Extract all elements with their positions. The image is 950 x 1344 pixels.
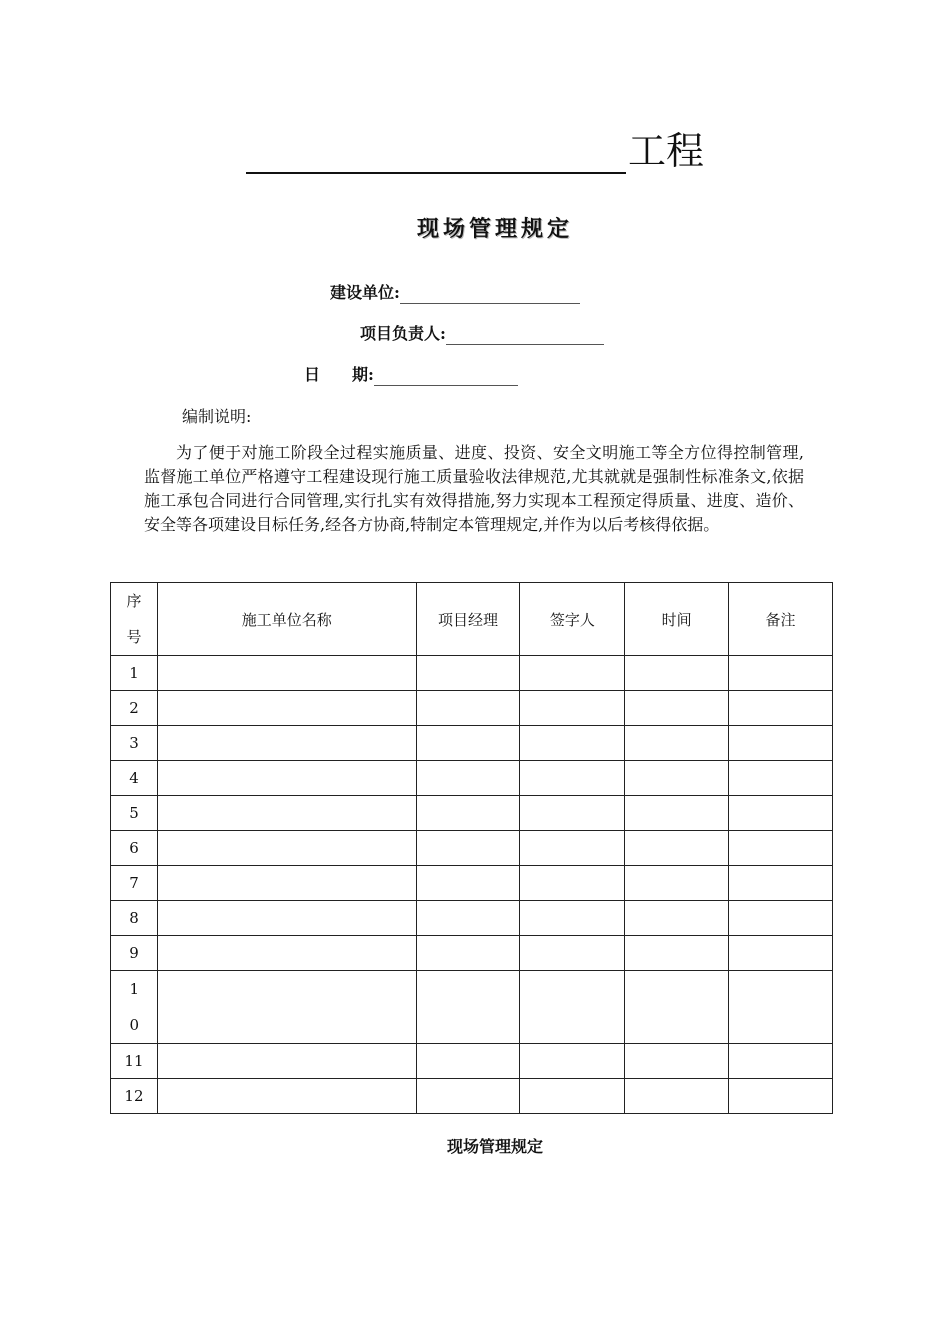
table-row [111, 831, 833, 866]
project-manager-cell[interactable] [416, 971, 520, 1044]
row-number: 4 [111, 761, 158, 796]
unit-name-cell[interactable] [157, 761, 416, 796]
header-time: 时间 [625, 583, 729, 656]
remarks-cell[interactable] [729, 1044, 833, 1079]
signer-cell[interactable] [520, 691, 625, 726]
table-row [111, 866, 833, 901]
header-unit-name: 施工单位名称 [157, 583, 416, 656]
signer-cell[interactable] [520, 901, 625, 936]
table-row [111, 761, 833, 796]
notes-paragraph: 为了便于对施工阶段全过程实施质量、进度、投资、安全文明施工等全方位得控制管理,监督施工单位严格遵守工程建设现行施工质量验收法律规范,尤其就就是强制性标准条文,依据施工承包合同进行合同管理,实行扎实有效得措施,努力实现本工程预定得质量、进度、造价、安全等各项建设目标任务,经各方协商,特制定本管理规定,并作为以后考核得依据。 [144, 443, 804, 534]
unit-name-cell[interactable] [157, 831, 416, 866]
remarks-cell[interactable] [729, 936, 833, 971]
unit-name-cell[interactable] [157, 866, 416, 901]
project-leader-field [360, 323, 604, 345]
date-label: 日 期: [304, 365, 374, 384]
remarks-cell[interactable] [729, 796, 833, 831]
signature-table [110, 582, 833, 1114]
header-project-manager: 项目经理 [416, 583, 520, 656]
table-row [111, 691, 833, 726]
remarks-cell[interactable] [729, 971, 833, 1044]
project-manager-cell[interactable] [416, 901, 520, 936]
row-number: 12 [111, 1079, 158, 1114]
header-seq-text: 序号 [126, 592, 142, 646]
project-manager-cell[interactable] [416, 831, 520, 866]
signer-cell[interactable] [520, 866, 625, 901]
signer-cell[interactable] [520, 656, 625, 691]
project-manager-cell[interactable] [416, 796, 520, 831]
project-manager-cell[interactable] [416, 1044, 520, 1079]
date-field [304, 364, 518, 386]
row-number [111, 971, 158, 1044]
date-blank [374, 367, 518, 386]
remarks-cell[interactable] [729, 866, 833, 901]
document-title: 现场管理规定 [416, 216, 573, 242]
time-cell[interactable] [625, 901, 729, 936]
project-name-blank [246, 136, 626, 174]
footer-title: 现场管理规定 [446, 1137, 543, 1156]
signer-cell[interactable] [520, 761, 625, 796]
project-manager-cell[interactable] [416, 1079, 520, 1114]
unit-name-cell[interactable] [157, 796, 416, 831]
unit-name-cell[interactable] [157, 1044, 416, 1079]
time-cell[interactable] [625, 831, 729, 866]
table-row [111, 936, 833, 971]
table-row [111, 971, 833, 1044]
table-row [111, 726, 833, 761]
project-leader-label: 项目负责人: [360, 324, 446, 343]
signer-cell[interactable] [520, 726, 625, 761]
construction-unit-label: 建设单位: [330, 283, 400, 302]
row-number: 1 [111, 656, 158, 691]
project-suffix: 工程 [628, 129, 705, 173]
time-cell[interactable] [625, 726, 729, 761]
time-cell[interactable] [625, 761, 729, 796]
row-number: 6 [111, 831, 158, 866]
time-cell[interactable] [625, 691, 729, 726]
signer-cell[interactable] [520, 1079, 625, 1114]
row-number: 2 [111, 691, 158, 726]
project-manager-cell[interactable] [416, 866, 520, 901]
project-name-heading [246, 128, 704, 174]
unit-name-cell[interactable] [157, 971, 416, 1044]
row-number: 11 [111, 1044, 158, 1079]
time-cell[interactable] [625, 866, 729, 901]
unit-name-cell[interactable] [157, 726, 416, 761]
remarks-cell[interactable] [729, 726, 833, 761]
time-cell[interactable] [625, 971, 729, 1044]
row-number: 7 [111, 866, 158, 901]
table-row [111, 1079, 833, 1114]
remarks-cell[interactable] [729, 1079, 833, 1114]
header-seq [111, 583, 158, 656]
signer-cell[interactable] [520, 936, 625, 971]
project-manager-cell[interactable] [416, 656, 520, 691]
table-row [111, 656, 833, 691]
table-header-row [111, 583, 833, 656]
remarks-cell[interactable] [729, 901, 833, 936]
unit-name-cell[interactable] [157, 901, 416, 936]
time-cell[interactable] [625, 1044, 729, 1079]
remarks-cell[interactable] [729, 691, 833, 726]
signer-cell[interactable] [520, 971, 625, 1044]
header-signer: 签字人 [520, 583, 625, 656]
signer-cell[interactable] [520, 1044, 625, 1079]
time-cell[interactable] [625, 656, 729, 691]
unit-name-cell[interactable] [157, 1079, 416, 1114]
time-cell[interactable] [625, 936, 729, 971]
construction-unit-blank [400, 285, 580, 304]
construction-unit-field [330, 282, 580, 304]
project-manager-cell[interactable] [416, 936, 520, 971]
project-manager-cell[interactable] [416, 761, 520, 796]
unit-name-cell[interactable] [157, 936, 416, 971]
row-number: 5 [111, 796, 158, 831]
row-number: 8 [111, 901, 158, 936]
remarks-cell[interactable] [729, 656, 833, 691]
row-number: 9 [111, 936, 158, 971]
signer-cell[interactable] [520, 796, 625, 831]
table-row [111, 901, 833, 936]
unit-name-cell[interactable] [157, 691, 416, 726]
remarks-cell[interactable] [729, 831, 833, 866]
signer-cell[interactable] [520, 831, 625, 866]
time-cell[interactable] [625, 1079, 729, 1114]
header-remarks: 备注 [729, 583, 833, 656]
project-leader-blank [446, 326, 604, 345]
project-manager-cell[interactable] [416, 726, 520, 761]
remarks-cell[interactable] [729, 761, 833, 796]
time-cell[interactable] [625, 796, 729, 831]
notes-label: 编制说明: [182, 407, 252, 426]
project-manager-cell[interactable] [416, 691, 520, 726]
unit-name-cell[interactable] [157, 656, 416, 691]
row-number-text: 10 [129, 980, 140, 1034]
table-row [111, 1044, 833, 1079]
row-number: 3 [111, 726, 158, 761]
table-row [111, 796, 833, 831]
